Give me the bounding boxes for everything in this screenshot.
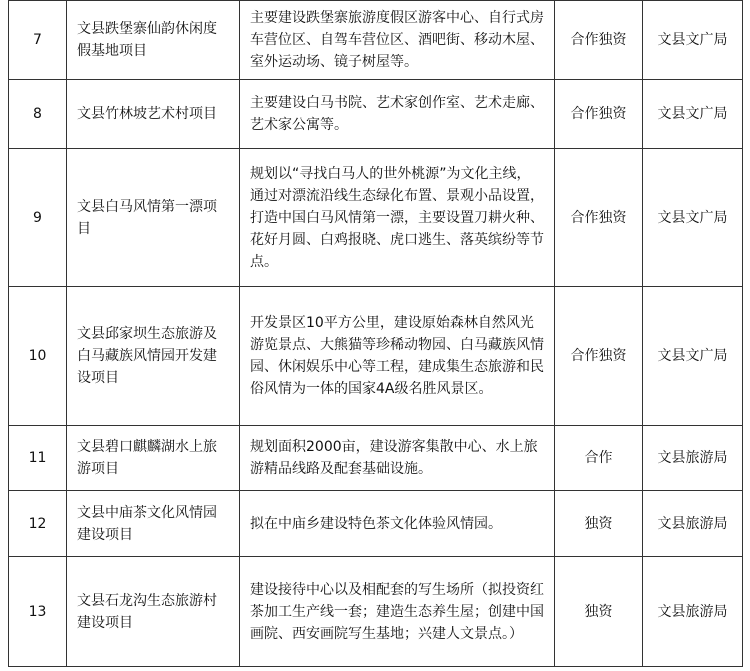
project-description: 主要建设白马书院、艺术家创作室、艺术走廊、艺术家公寓等。 [240, 80, 555, 149]
table-row [9, 557, 743, 667]
row-number: 12 [9, 491, 67, 557]
cooperation-mode: 合作 [555, 426, 643, 491]
table-row [9, 149, 743, 287]
responsible-department: 文县文广局 [643, 149, 743, 287]
responsible-department: 文县文广局 [643, 1, 743, 80]
row-number: 9 [9, 149, 67, 287]
row-number: 11 [9, 426, 67, 491]
table-row [9, 1, 743, 80]
project-name: 文县中庙茶文化风情园建设项目 [67, 491, 240, 557]
project-name: 文县石龙沟生态旅游村建设项目 [67, 557, 240, 667]
responsible-department: 文县旅游局 [643, 557, 743, 667]
responsible-department: 文县旅游局 [643, 426, 743, 491]
project-description: 规划以“寻找白马人的世外桃源”为文化主线，通过对漂流沿线生态绿化布置、景观小品设置，打造中国白马风情第一漂，主要设置刀耕火种、花好月圆、白鸡报晓、虎口逃生、落英缤纷等节点。 [240, 149, 555, 287]
project-name: 文县白马风情第一漂项目 [67, 149, 240, 287]
project-name: 文县邱家坝生态旅游及白马藏族风情园开发建设项目 [67, 287, 240, 426]
project-description: 主要建设跌堡寨旅游度假区游客中心、自行式房车营位区、自驾车营位区、酒吧街、移动木屋、室外运动场、镜子树屋等。 [240, 1, 555, 80]
row-number: 10 [9, 287, 67, 426]
cooperation-mode: 合作独资 [555, 1, 643, 80]
table-row [9, 80, 743, 149]
project-table [8, 0, 743, 667]
cooperation-mode: 独资 [555, 491, 643, 557]
responsible-department: 文县旅游局 [643, 491, 743, 557]
project-description: 拟在中庙乡建设特色茶文化体验风情园。 [240, 491, 555, 557]
row-number: 13 [9, 557, 67, 667]
project-description: 规划面积2000亩，建设游客集散中心、水上旅游精品线路及配套基础设施。 [240, 426, 555, 491]
row-number: 7 [9, 1, 67, 80]
project-name: 文县碧口麒麟湖水上旅游项目 [67, 426, 240, 491]
responsible-department: 文县文广局 [643, 80, 743, 149]
cooperation-mode: 独资 [555, 557, 643, 667]
row-number: 8 [9, 80, 67, 149]
table-row [9, 426, 743, 491]
project-description: 开发景区10平方公里，建设原始森林自然风光游览景点、大熊猫等珍稀动物园、白马藏族风情园、休闲娱乐中心等工程，建成集生态旅游和民俗风情为一体的国家4A级名胜风景区。 [240, 287, 555, 426]
cooperation-mode: 合作独资 [555, 287, 643, 426]
table-row [9, 491, 743, 557]
project-description: 建设接待中心以及相配套的写生场所（拟投资红茶加工生产线一套；建造生态养生屋；创建中国画院、西安画院写生基地；兴建人文景点。） [240, 557, 555, 667]
table-row [9, 287, 743, 426]
cooperation-mode: 合作独资 [555, 80, 643, 149]
project-name: 文县跌堡寨仙韵休闲度假基地项目 [67, 1, 240, 80]
project-name: 文县竹林坡艺术村项目 [67, 80, 240, 149]
cooperation-mode: 合作独资 [555, 149, 643, 287]
responsible-department: 文县文广局 [643, 287, 743, 426]
